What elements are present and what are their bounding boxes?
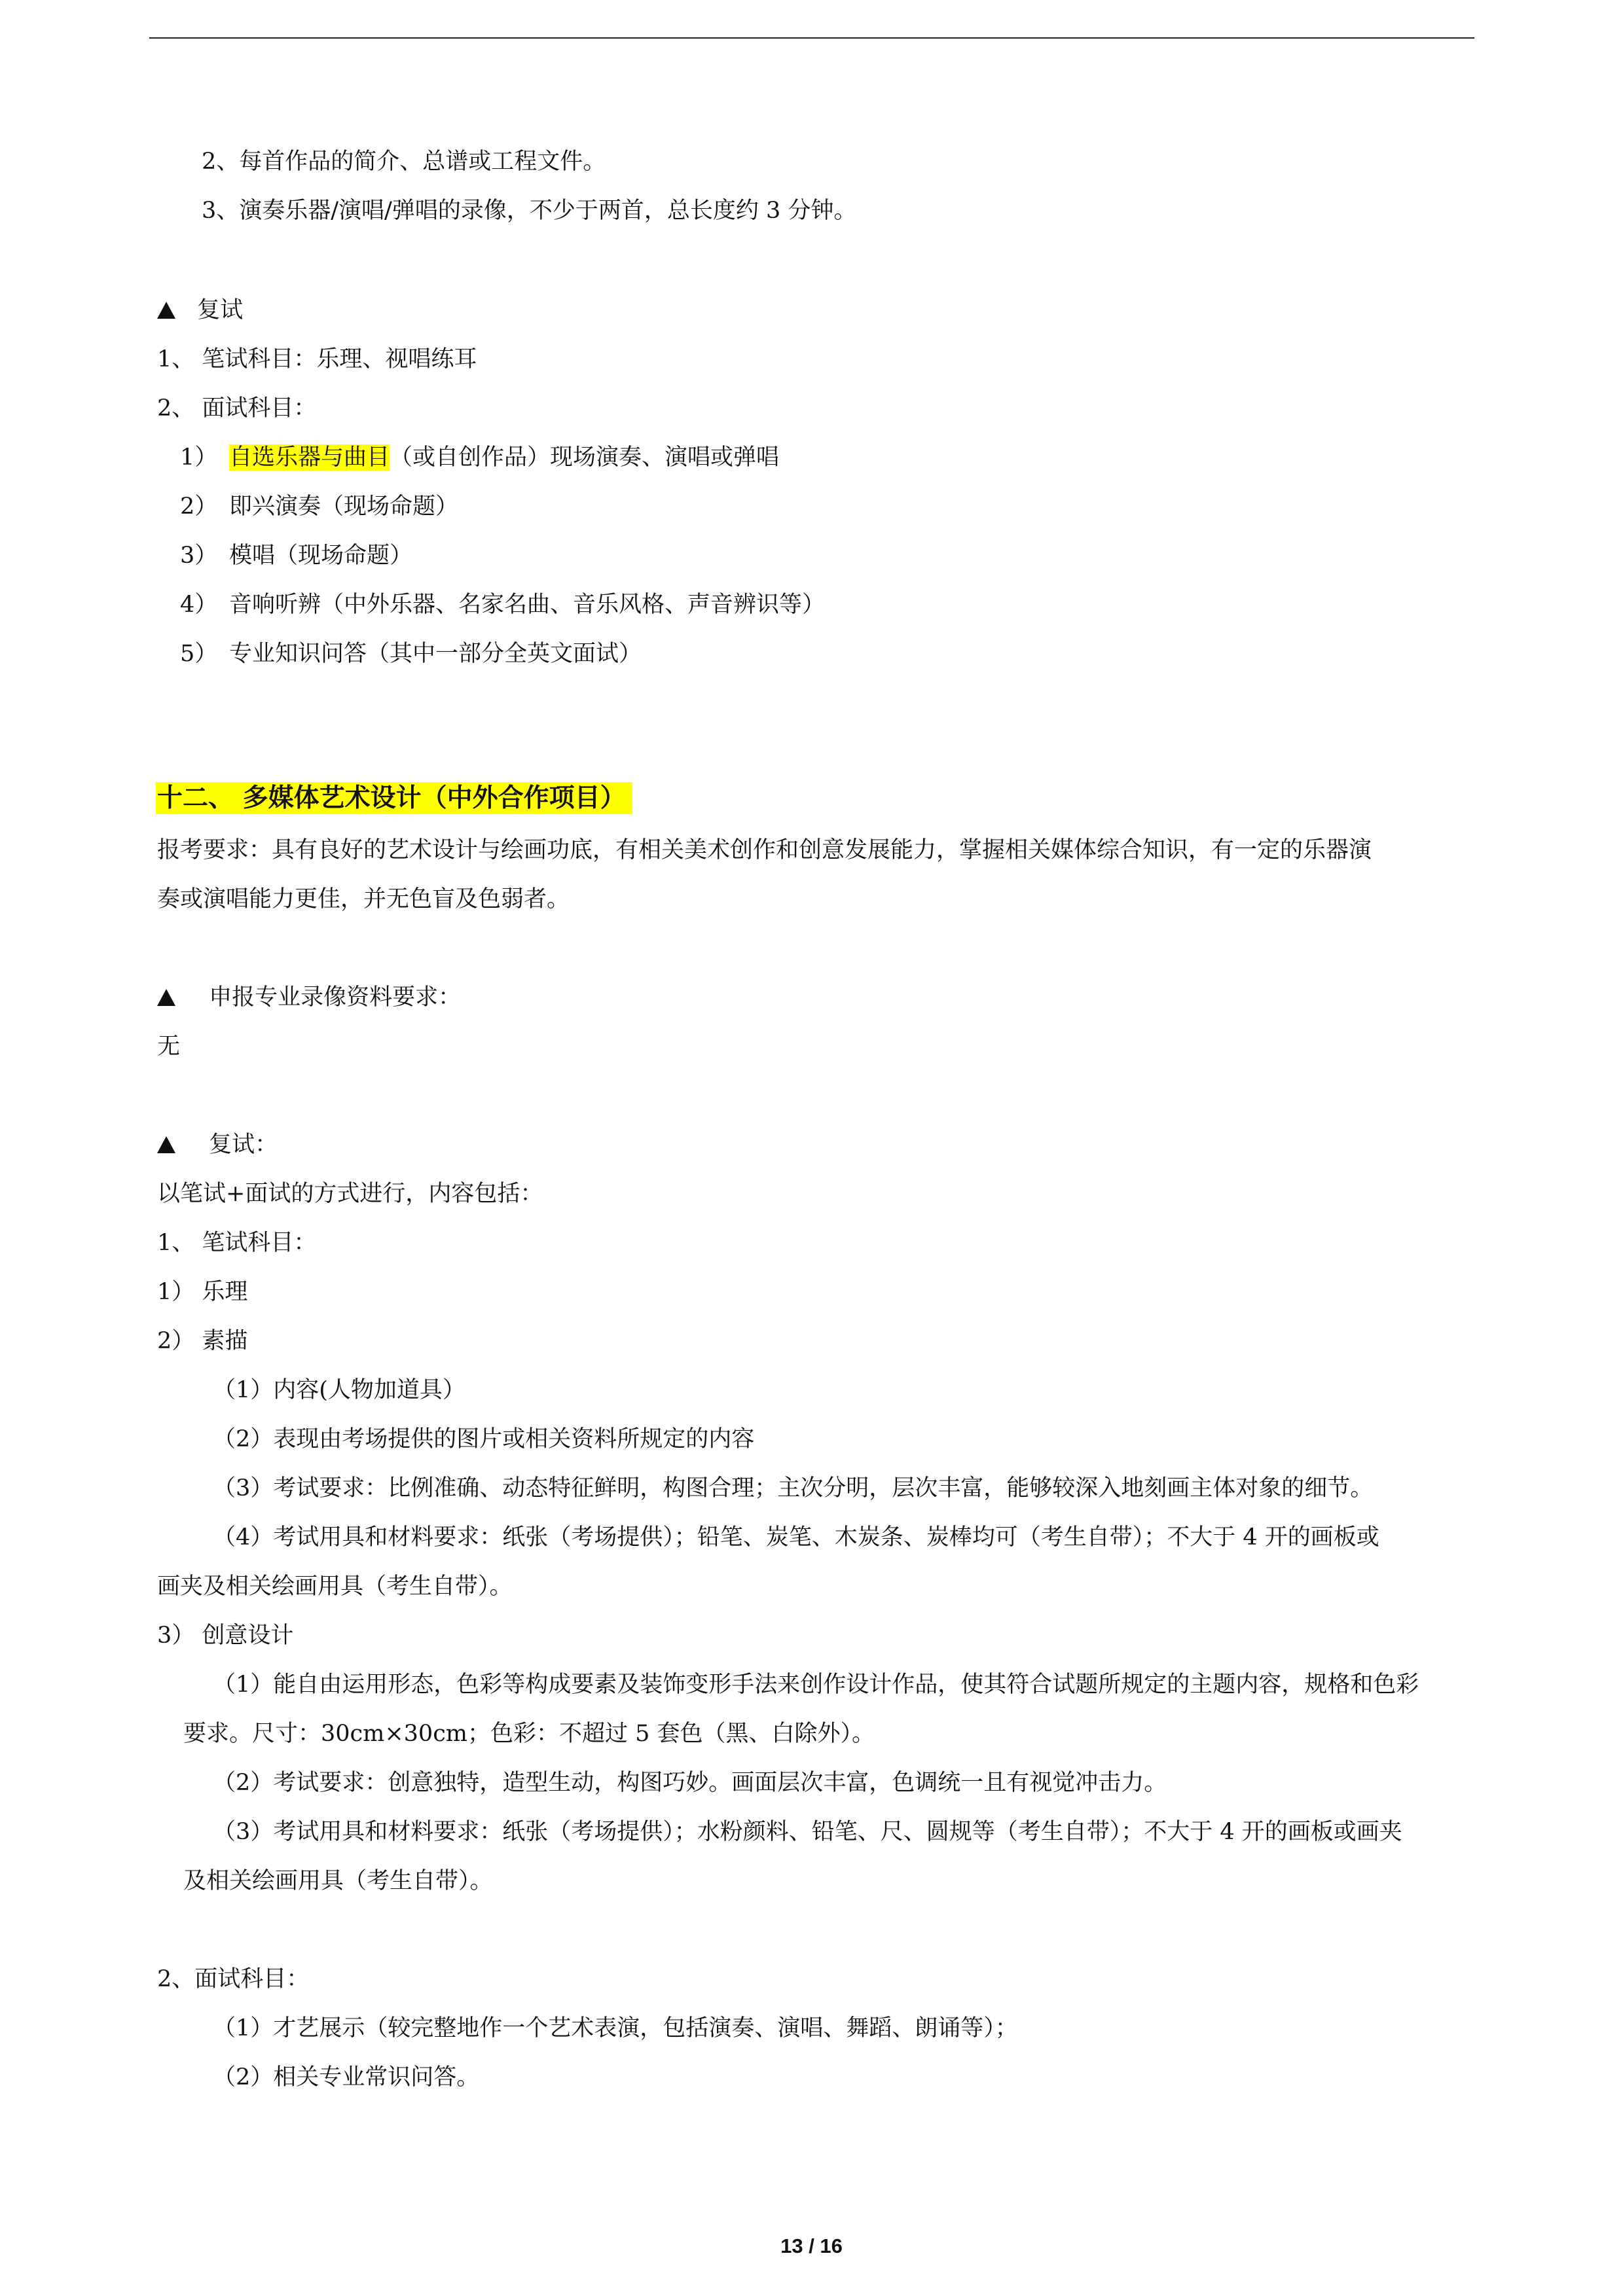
sketch-line: （1）内容(人物加道具） [213, 1377, 465, 1403]
interview-item-4 [180, 589, 825, 620]
requirement-line-1: 报考要求：具有良好的艺术设计与绘画功底，有相关美术创作和创意发展能力，掌握相关媒体综合知识，有一定的乐器演 [157, 837, 1372, 863]
creative-line: 要求。尺寸：30cm×30cm；色彩：不超过 5 套色（黑、白除外）。 [183, 1721, 875, 1747]
triangle-bullet-icon [157, 302, 175, 319]
header-rule [149, 37, 1474, 39]
triangle-bullet-icon [157, 1136, 175, 1153]
item-text: 即兴演奏（现场命题） [229, 493, 459, 520]
interview-item-3 [180, 540, 412, 571]
creative-line: （1）能自由运用形态，色彩等构成要素及装饰变形手法来创作设计作品，使其符合试题所规定的主题内容，规格和色彩 [213, 1672, 1419, 1698]
item-video-requirement: 3、演奏乐器/演唱/弹唱的录像，不少于两首，总长度约 3 分钟。 [202, 198, 857, 224]
item-text: 音响听辨（中外乐器、名家名曲、音乐风格、声音辨识等） [229, 592, 826, 618]
creative-line: （2）考试要求：创意独特，造型生动，构图巧妙。画面层次丰富，色调统一且有视觉冲击力。 [213, 1770, 1167, 1796]
item-number: 3） [180, 543, 218, 569]
item-intro-score: 2、每首作品的简介、总谱或工程文件。 [202, 149, 606, 175]
video-requirement-value: 无 [157, 1033, 181, 1060]
written-item-music-theory: 1） 乐理 [157, 1279, 248, 1305]
retest-title: 复试 [197, 297, 244, 323]
interview-item-1 [180, 442, 779, 473]
written-item-sketch: 2） 素描 [157, 1328, 248, 1354]
sketch-line: （4）考试用具和材料要求：纸张（考场提供）；铅笔、炭笔、木炭条、炭棒均可（考生自带）；不大于 4 开的画板或 [213, 1524, 1379, 1551]
video-requirement-heading [157, 982, 461, 1013]
creative-line: 及相关绘画用具（考生自带）。 [183, 1868, 493, 1894]
section-12-heading [156, 780, 632, 817]
retest-interview: 2、 面试科目： [157, 395, 317, 422]
written-item-creative: 3） 创意设计 [157, 1623, 294, 1649]
interview-item-5 [180, 638, 642, 670]
item-number: 4） [180, 592, 218, 618]
retest-written: 1、 笔试科目：乐理、视唱练耳 [157, 346, 477, 372]
highlighted-text: 自选乐器与曲目 [229, 444, 390, 471]
requirement-line-2: 奏或演唱能力更佳，并无色盲及色弱者。 [157, 886, 570, 912]
sketch-line: （3）考试要求：比例准确、动态特征鲜明，构图合理；主次分明，层次丰富，能够较深入地刻画主体对象的细节。 [213, 1475, 1374, 1501]
creative-line: （3）考试用具和材料要求：纸张（考场提供）；水粉颜料、铅笔、尺、圆规等（考生自带）；不大于 4 开的画板或画夹 [213, 1819, 1402, 1845]
interview-line: （1）才艺展示（较完整地作一个艺术表演，包括演奏、演唱、舞蹈、朗诵等）； [213, 2015, 1018, 2041]
interview-subjects-title: 2、面试科目： [157, 1966, 310, 1992]
sketch-line: （2）表现由考场提供的图片或相关资料所规定的内容 [213, 1426, 755, 1452]
item-number: 1） [180, 444, 218, 471]
retest-heading [157, 295, 243, 326]
item-number: 5） [180, 641, 218, 667]
interview-item-2 [180, 491, 458, 522]
written-subjects-title: 1、 笔试科目： [157, 1230, 317, 1256]
item-number: 2） [180, 493, 218, 520]
sketch-line: 画夹及相关绘画用具（考生自带）。 [157, 1573, 513, 1600]
section-12-retest-heading [157, 1129, 278, 1160]
video-title: 申报专业录像资料要求： [209, 984, 462, 1011]
section-heading-text: 十二、 多媒体艺术设计（中外合作项目） [156, 782, 632, 814]
item-text: 专业知识问答（其中一部分全英文面试） [229, 641, 642, 667]
item-text: 模唱（现场命题） [229, 543, 413, 569]
interview-line: （2）相关专业常识问答。 [213, 2064, 480, 2090]
retest-intro: 以笔试+面试的方式进行，内容包括： [157, 1181, 543, 1207]
triangle-bullet-icon [157, 989, 175, 1006]
page-number: 13 / 16 [780, 2234, 843, 2257]
item-text: （或自创作品）现场演奏、演唱或弹唱 [390, 444, 780, 471]
retest-title: 复试： [209, 1132, 278, 1158]
